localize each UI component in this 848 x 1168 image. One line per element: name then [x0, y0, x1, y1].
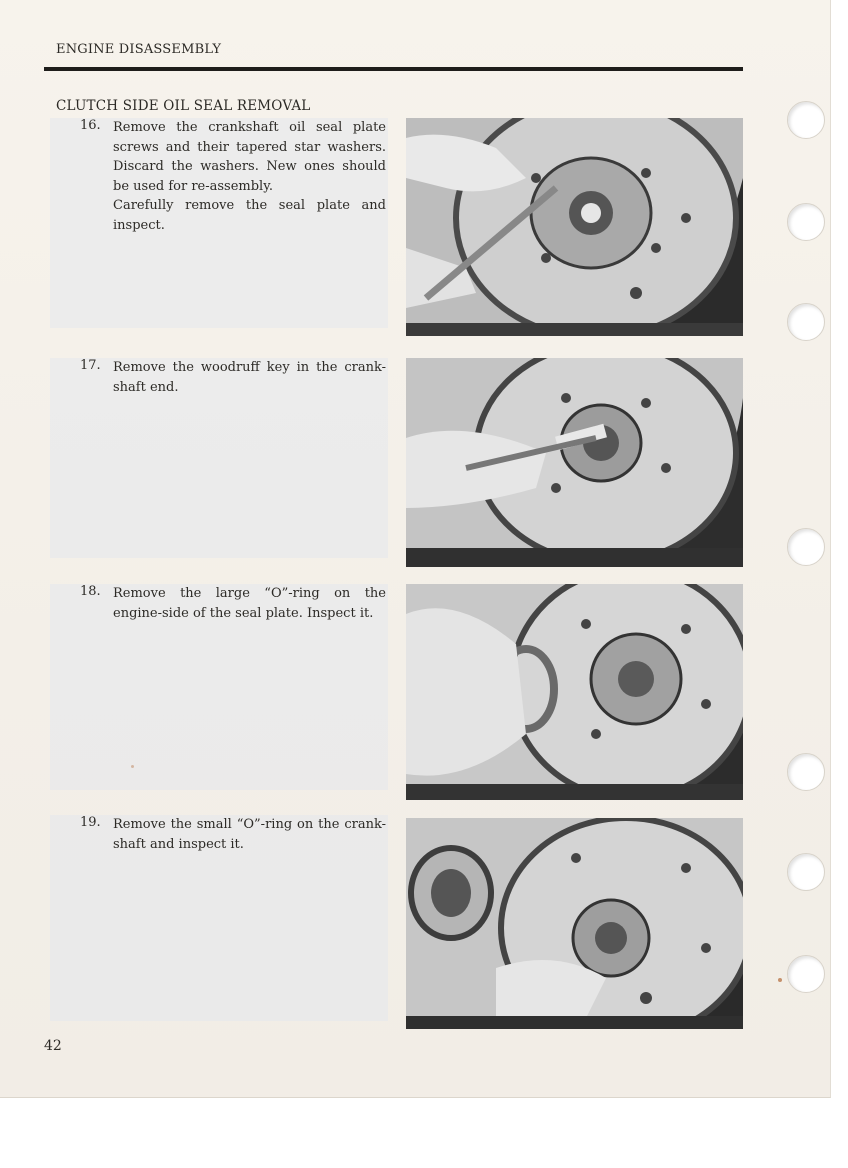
step-number: 18.	[80, 584, 101, 599]
step-16-photo	[406, 118, 743, 336]
step-number: 19.	[80, 815, 101, 830]
binder-hole	[787, 955, 825, 993]
section-header: ENGINE DISASSEMBLY	[56, 42, 222, 57]
step-text	[113, 358, 386, 397]
paper-stain	[778, 978, 782, 982]
binder-hole	[787, 528, 825, 566]
step-number: 17.	[80, 358, 101, 373]
binder-hole	[787, 753, 825, 791]
header-rule	[44, 67, 743, 71]
page-number: 42	[44, 1038, 62, 1054]
step-19	[50, 815, 388, 1021]
step-text	[113, 118, 386, 235]
step-18-photo	[406, 584, 743, 800]
engine-case-photo	[406, 118, 743, 336]
step-instruction: Remove the large “O”-ring on the engine-side of the seal plate. Inspect it.	[113, 586, 386, 621]
step-17	[50, 358, 388, 558]
engine-case-photo	[406, 584, 743, 800]
step-16	[50, 118, 388, 328]
step-instruction: Remove the crankshaft oil seal plate screws and their tapered star washers. Discard the washers. New ones should be used for re-assembly.	[113, 120, 386, 194]
step-text	[113, 584, 386, 623]
step-19-photo	[406, 818, 743, 1029]
binder-hole	[787, 853, 825, 891]
step-instruction: Remove the woodruff key in the crank-shaft end.	[113, 360, 386, 395]
step-instruction: Remove the small “O”-ring on the crank-shaft and inspect it.	[113, 817, 386, 852]
engine-case-photo	[406, 818, 743, 1029]
binder-hole	[787, 303, 825, 341]
step-17-photo	[406, 358, 743, 567]
section-title: CLUTCH SIDE OIL SEAL REMOVAL	[56, 98, 311, 114]
binder-hole	[787, 203, 825, 241]
engine-case-photo	[406, 358, 743, 567]
paper-stain	[131, 765, 134, 768]
step-text	[113, 815, 386, 854]
step-number: 16.	[80, 118, 101, 133]
step-instruction-continued: Carefully remove the seal plate and inspect.	[113, 198, 386, 233]
step-18	[50, 584, 388, 790]
binder-hole	[787, 101, 825, 139]
